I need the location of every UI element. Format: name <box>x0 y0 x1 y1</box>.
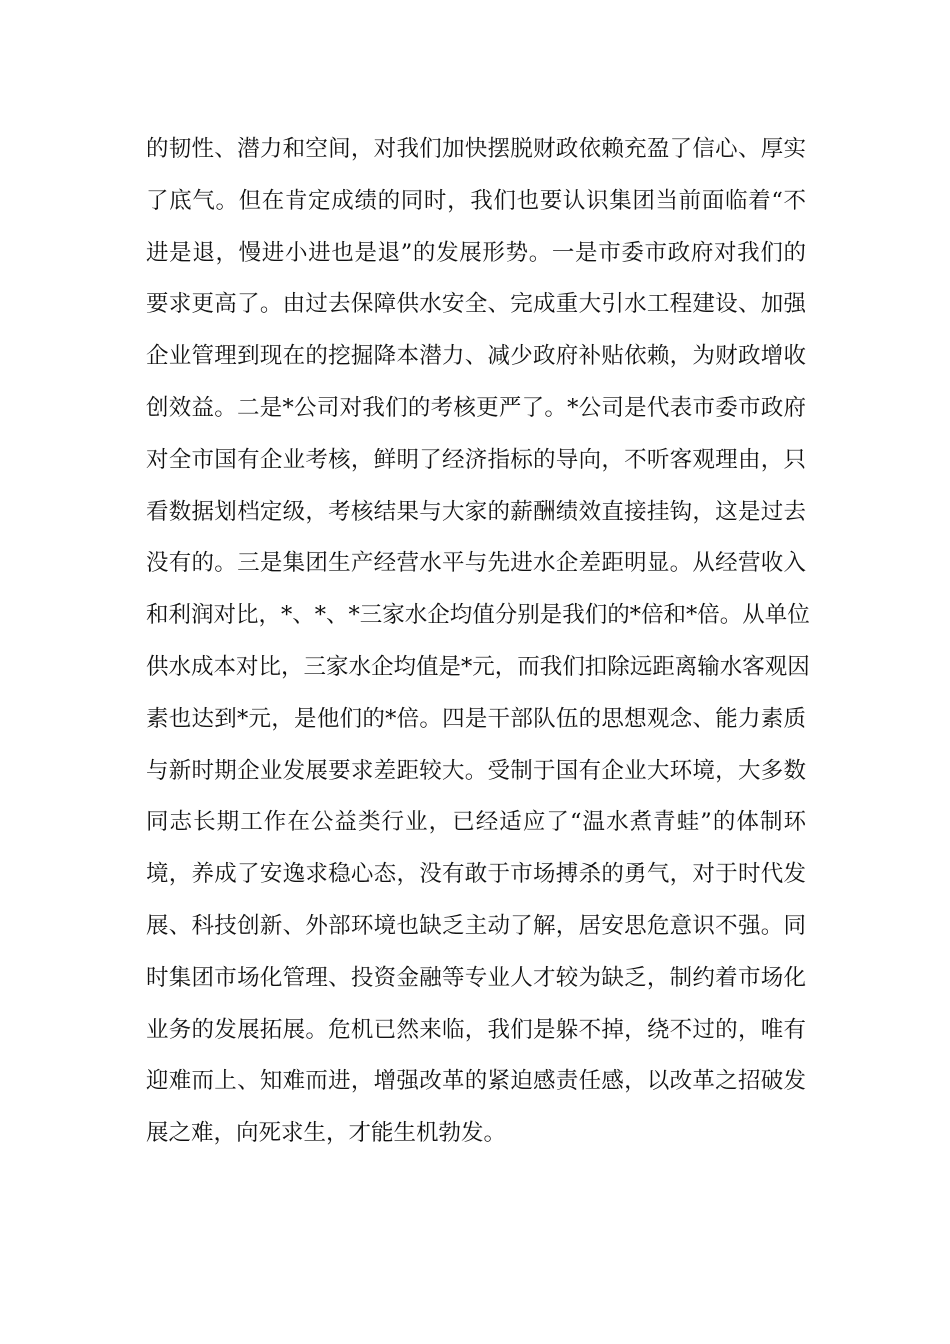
text-line: 迎难而上、知难而进，增强改革的紧迫感责任感，以改革之招破发 <box>146 1068 806 1095</box>
text-line: 创效益。二是*公司对我们的考核更严了。*公司是代表市委市政府 <box>146 394 806 421</box>
text-line: 和利润对比，*、*、*三家水企均值分别是我们的*倍和*倍。从单位 <box>146 602 810 629</box>
body-paragraph <box>146 124 810 1160</box>
text-line: 了底气。但在肯定成绩的同时，我们也要认识集团当前面临着“不 <box>146 187 806 214</box>
text-line: 企业管理到现在的挖掘降本潜力、减少政府补贴依赖，为财政增收 <box>146 343 806 370</box>
text-line: 素也达到*元，是他们的*倍。四是干部队伍的思想观念、能力素质 <box>146 705 806 732</box>
text-line: 的韧性、潜力和空间，对我们加快摆脱财政依赖充盈了信心、厚实 <box>146 136 806 162</box>
text-line: 业务的发展拓展。危机已然来临，我们是躲不掉，绕不过的，唯有 <box>146 1016 806 1043</box>
text-line: 展、科技创新、外部环境也缺乏主动了解，居安思危意识不强。同 <box>146 912 806 939</box>
text-line: 看数据划档定级，考核结果与大家的薪酬绩效直接挂钩，这是过去 <box>146 498 806 525</box>
text-line: 进是退，慢进小进也是退”的发展形势。一是市委市政府对我们的 <box>146 239 806 266</box>
text-line: 没有的。三是集团生产经营水平与先进水企差距明显。从经营收入 <box>146 550 806 577</box>
text-line: 对全市国有企业考核，鲜明了经济指标的导向，不听客观理由，只 <box>146 446 806 473</box>
text-line: 时集团市场化管理、投资金融等专业人才较为缺乏，制约着市场化 <box>146 964 806 991</box>
text-line: 供水成本对比，三家水企均值是*元，而我们扣除远距离输水客观因 <box>146 653 810 680</box>
text-line: 与新时期企业发展要求差距较大。受制于国有企业大环境，大多数 <box>146 757 806 784</box>
text-line: 境，养成了安逸求稳心态，没有敢于市场搏杀的勇气，对于时代发 <box>146 861 806 888</box>
text-line: 同志长期工作在公益类行业，已经适应了“温水煮青蛙”的体制环 <box>146 809 806 836</box>
text-line: 要求更高了。由过去保障供水安全、完成重大引水工程建设、加强 <box>146 291 806 318</box>
text-line-last: 展之难，向死求生，才能生机勃发。 <box>146 1120 507 1147</box>
